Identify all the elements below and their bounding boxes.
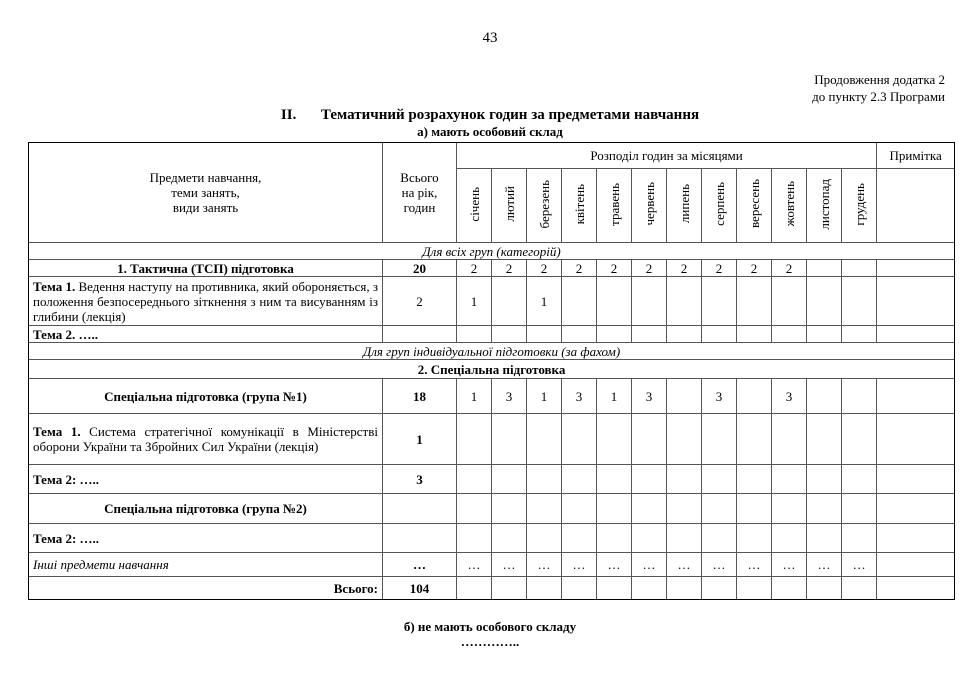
note-cell	[877, 379, 955, 414]
month-hours-cell	[492, 414, 527, 465]
month-hours-cell: 3	[772, 379, 807, 414]
month-hours-cell: 1	[527, 277, 562, 326]
subject-cell: Інші предмети навчання	[29, 553, 383, 577]
section-number: II.	[280, 107, 297, 123]
month-hours-cell: …	[527, 553, 562, 577]
month-label: травень	[606, 182, 622, 226]
month-hours-cell	[632, 577, 667, 600]
month-hours-cell	[737, 414, 772, 465]
month-hours-cell	[527, 577, 562, 600]
month-hours-cell	[842, 326, 877, 343]
month-hours-cell	[807, 465, 842, 494]
continuation-line-1: Продовження додатка 2	[814, 72, 945, 87]
month-hours-cell	[597, 577, 632, 600]
month-hours-cell	[737, 379, 772, 414]
month-label: березень	[536, 179, 552, 229]
month-hours-cell	[527, 465, 562, 494]
month-label: квітень	[571, 183, 587, 225]
month-header	[457, 169, 492, 243]
month-hours-cell	[457, 326, 492, 343]
month-hours-cell: 2	[492, 260, 527, 277]
month-hours-cell: …	[737, 553, 772, 577]
month-hours-cell	[702, 465, 737, 494]
month-hours-cell	[492, 494, 527, 524]
month-hours-cell	[667, 277, 702, 326]
month-hours-cell	[667, 577, 702, 600]
month-hours-cell	[737, 524, 772, 553]
month-hours-cell	[457, 494, 492, 524]
month-hours-cell	[597, 524, 632, 553]
month-hours-cell	[527, 494, 562, 524]
total-hours-cell	[383, 326, 457, 343]
month-hours-cell	[702, 524, 737, 553]
month-hours-cell	[527, 326, 562, 343]
month-hours-cell: …	[457, 553, 492, 577]
header-total-line-3: годин	[403, 200, 436, 215]
header-subjects-line-1: Предмети навчання,	[149, 170, 262, 185]
month-hours-cell: …	[807, 553, 842, 577]
month-hours-cell	[597, 494, 632, 524]
month-hours-cell	[737, 577, 772, 600]
month-hours-cell: 3	[702, 379, 737, 414]
month-hours-cell	[737, 465, 772, 494]
month-hours-cell	[772, 577, 807, 600]
month-hours-cell: 3	[562, 379, 597, 414]
table-section-row	[29, 243, 955, 260]
month-header	[842, 169, 877, 243]
topic-label: Тема 2: …..	[33, 530, 100, 546]
note-cell	[877, 577, 955, 600]
month-label: лютий	[501, 186, 517, 222]
month-hours-cell	[667, 465, 702, 494]
month-hours-cell: 2	[562, 260, 597, 277]
table-row	[29, 260, 955, 277]
month-hours-cell	[842, 577, 877, 600]
month-hours-cell	[702, 326, 737, 343]
total-hours-cell: 1	[383, 414, 457, 465]
note-cell	[877, 260, 955, 277]
month-hours-cell	[807, 577, 842, 600]
month-hours-cell: 2	[527, 260, 562, 277]
month-hours-cell: 2	[457, 260, 492, 277]
month-hours-cell	[667, 326, 702, 343]
note-cell	[877, 326, 955, 343]
month-hours-cell: …	[702, 553, 737, 577]
header-total-line-1: Всього	[400, 170, 439, 185]
month-hours-cell	[667, 414, 702, 465]
month-hours-cell	[527, 524, 562, 553]
month-hours-cell	[772, 524, 807, 553]
total-hours-cell: …	[383, 553, 457, 577]
month-hours-cell: …	[667, 553, 702, 577]
table-row	[29, 277, 955, 326]
month-hours-cell	[562, 494, 597, 524]
month-hours-cell: 2	[632, 260, 667, 277]
subject-cell: Спеціальна підготовка (група №1)	[29, 379, 383, 414]
month-hours-cell	[562, 465, 597, 494]
hours-schedule-table	[28, 142, 955, 600]
month-hours-cell: 2	[667, 260, 702, 277]
month-label: серпень	[711, 182, 727, 226]
month-hours-cell	[597, 277, 632, 326]
month-hours-cell: …	[842, 553, 877, 577]
subject-cell	[29, 414, 383, 465]
header-subjects-line-2: теми занять,	[171, 185, 240, 200]
month-hours-cell: …	[492, 553, 527, 577]
header-note: Примітка	[877, 143, 955, 169]
note-cell	[877, 524, 955, 553]
month-label: грудень	[851, 182, 867, 226]
table-row	[29, 577, 955, 600]
month-hours-cell	[842, 524, 877, 553]
month-hours-cell	[632, 414, 667, 465]
month-hours-cell	[632, 494, 667, 524]
month-label: листопад	[816, 178, 832, 230]
month-hours-cell: 3	[632, 379, 667, 414]
month-header	[597, 169, 632, 243]
month-hours-cell	[737, 494, 772, 524]
month-hours-cell	[772, 414, 807, 465]
note-cell	[877, 494, 955, 524]
month-hours-cell	[702, 494, 737, 524]
month-hours-cell	[492, 326, 527, 343]
topic-text: Система стратегічної комунікації в Міністерстві оборони України та Збройних Сил України (лекція)	[33, 424, 378, 454]
month-hours-cell: 2	[702, 260, 737, 277]
total-hours-cell: 18	[383, 379, 457, 414]
month-hours-cell	[632, 326, 667, 343]
section-label: Для всіх груп (категорій)	[29, 243, 955, 260]
month-hours-cell	[632, 277, 667, 326]
topic-text: Ведення наступу на противника, який обороняється, з положення безпосереднього зіткнення з ним та висуванням із глибини (лекція)	[33, 278, 378, 324]
month-hours-cell	[772, 494, 807, 524]
month-hours-cell: …	[597, 553, 632, 577]
section-heading	[0, 107, 980, 124]
month-header	[527, 169, 562, 243]
month-hours-cell	[492, 277, 527, 326]
month-hours-cell	[667, 379, 702, 414]
table-section-row	[29, 360, 955, 379]
month-label: липень	[676, 184, 692, 224]
month-hours-cell	[667, 524, 702, 553]
section-title: Тематичний розрахунок годин за предметами навчання	[320, 107, 700, 123]
month-hours-cell	[457, 414, 492, 465]
subject-cell: Спеціальна підготовка (група №2)	[29, 494, 383, 524]
subject-cell: 1. Тактична (ТСП) підготовка	[29, 260, 383, 277]
month-hours-cell	[562, 326, 597, 343]
table-body	[29, 243, 955, 600]
month-hours-cell	[457, 524, 492, 553]
total-hours-cell: 3	[383, 465, 457, 494]
month-hours-cell: 1	[457, 277, 492, 326]
month-hours-cell: 1	[597, 379, 632, 414]
table-row	[29, 379, 955, 414]
month-hours-cell: 2	[737, 260, 772, 277]
subject-cell	[29, 277, 383, 326]
page-number: 43	[482, 30, 498, 46]
month-header	[737, 169, 772, 243]
header-months-group: Розподіл годин за місяцями	[457, 143, 877, 169]
month-header	[562, 169, 597, 243]
month-hours-cell	[562, 414, 597, 465]
month-hours-cell	[807, 277, 842, 326]
month-hours-cell	[632, 465, 667, 494]
section-label: 2. Спеціальна підготовка	[29, 360, 955, 379]
month-header	[632, 169, 667, 243]
subtitle-b-placeholder: …………..	[460, 634, 520, 649]
month-hours-cell	[772, 465, 807, 494]
month-hours-cell	[807, 379, 842, 414]
month-hours-cell	[807, 326, 842, 343]
month-hours-cell: 3	[492, 379, 527, 414]
month-hours-cell	[842, 414, 877, 465]
subtitle-a: а) мають особовий склад	[417, 124, 563, 139]
month-hours-cell	[492, 577, 527, 600]
month-hours-cell	[667, 494, 702, 524]
total-hours-cell: 104	[383, 577, 457, 600]
month-hours-cell	[772, 326, 807, 343]
table-row	[29, 414, 955, 465]
section-label: Для груп індивідуальної підготовки (за фахом)	[29, 343, 955, 360]
month-hours-cell: …	[772, 553, 807, 577]
month-hours-cell	[842, 494, 877, 524]
month-hours-cell	[807, 414, 842, 465]
note-cell	[877, 414, 955, 465]
month-header	[807, 169, 842, 243]
month-hours-cell	[842, 465, 877, 494]
month-hours-cell	[457, 465, 492, 494]
month-hours-cell	[562, 277, 597, 326]
month-hours-cell	[632, 524, 667, 553]
month-hours-cell: 1	[527, 379, 562, 414]
month-label: вересень	[746, 179, 762, 229]
month-hours-cell	[527, 414, 562, 465]
month-hours-cell	[597, 414, 632, 465]
month-hours-cell	[597, 326, 632, 343]
month-hours-cell	[702, 277, 737, 326]
month-hours-cell	[457, 577, 492, 600]
month-hours-cell	[562, 524, 597, 553]
month-hours-cell	[702, 577, 737, 600]
subject-cell	[29, 465, 383, 494]
month-label: січень	[466, 186, 482, 222]
subtitle-b: б) не мають особового складу	[403, 619, 577, 634]
month-hours-cell	[737, 326, 772, 343]
month-hours-cell: 1	[457, 379, 492, 414]
subject-cell	[29, 524, 383, 553]
header-total	[383, 143, 457, 243]
month-header	[667, 169, 702, 243]
month-hours-cell	[492, 524, 527, 553]
subject-cell: Всього:	[29, 577, 383, 600]
table-row	[29, 465, 955, 494]
month-hours-cell	[807, 524, 842, 553]
month-hours-cell: 2	[597, 260, 632, 277]
table-row	[29, 494, 955, 524]
table-row	[29, 553, 955, 577]
header-total-line-2: на рік,	[401, 185, 438, 200]
note-empty-header	[877, 169, 955, 243]
month-label: червень	[641, 182, 657, 226]
total-hours-cell	[383, 494, 457, 524]
topic-label: Тема 2: …..	[33, 471, 100, 487]
month-hours-cell	[737, 277, 772, 326]
month-hours-cell: …	[632, 553, 667, 577]
month-label: жовтень	[781, 181, 797, 227]
subject-cell	[29, 326, 383, 343]
month-header	[492, 169, 527, 243]
month-hours-cell	[772, 277, 807, 326]
total-hours-cell: 20	[383, 260, 457, 277]
table-row	[29, 326, 955, 343]
month-hours-cell: 2	[772, 260, 807, 277]
month-hours-cell	[492, 465, 527, 494]
topic-label: Тема 1.	[33, 424, 81, 439]
month-hours-cell	[807, 494, 842, 524]
month-hours-cell	[562, 577, 597, 600]
month-hours-cell	[842, 277, 877, 326]
month-hours-cell	[842, 260, 877, 277]
month-hours-cell: …	[562, 553, 597, 577]
header-subjects-line-3: види занять	[172, 200, 239, 215]
note-cell	[877, 553, 955, 577]
note-cell	[877, 465, 955, 494]
topic-label: Тема 2. …..	[33, 326, 98, 342]
month-hours-cell	[842, 379, 877, 414]
topic-label: Тема 1.	[33, 278, 76, 294]
month-hours-cell	[702, 414, 737, 465]
continuation-note	[812, 71, 945, 105]
table-section-row	[29, 343, 955, 360]
month-header	[702, 169, 737, 243]
continuation-line-2: до пункту 2.3 Програми	[812, 89, 945, 104]
month-hours-cell	[597, 465, 632, 494]
total-hours-cell: 2	[383, 277, 457, 326]
month-header	[772, 169, 807, 243]
total-hours-cell	[383, 524, 457, 553]
table-row	[29, 524, 955, 553]
header-subjects	[29, 143, 383, 243]
note-cell	[877, 277, 955, 326]
month-hours-cell	[807, 260, 842, 277]
